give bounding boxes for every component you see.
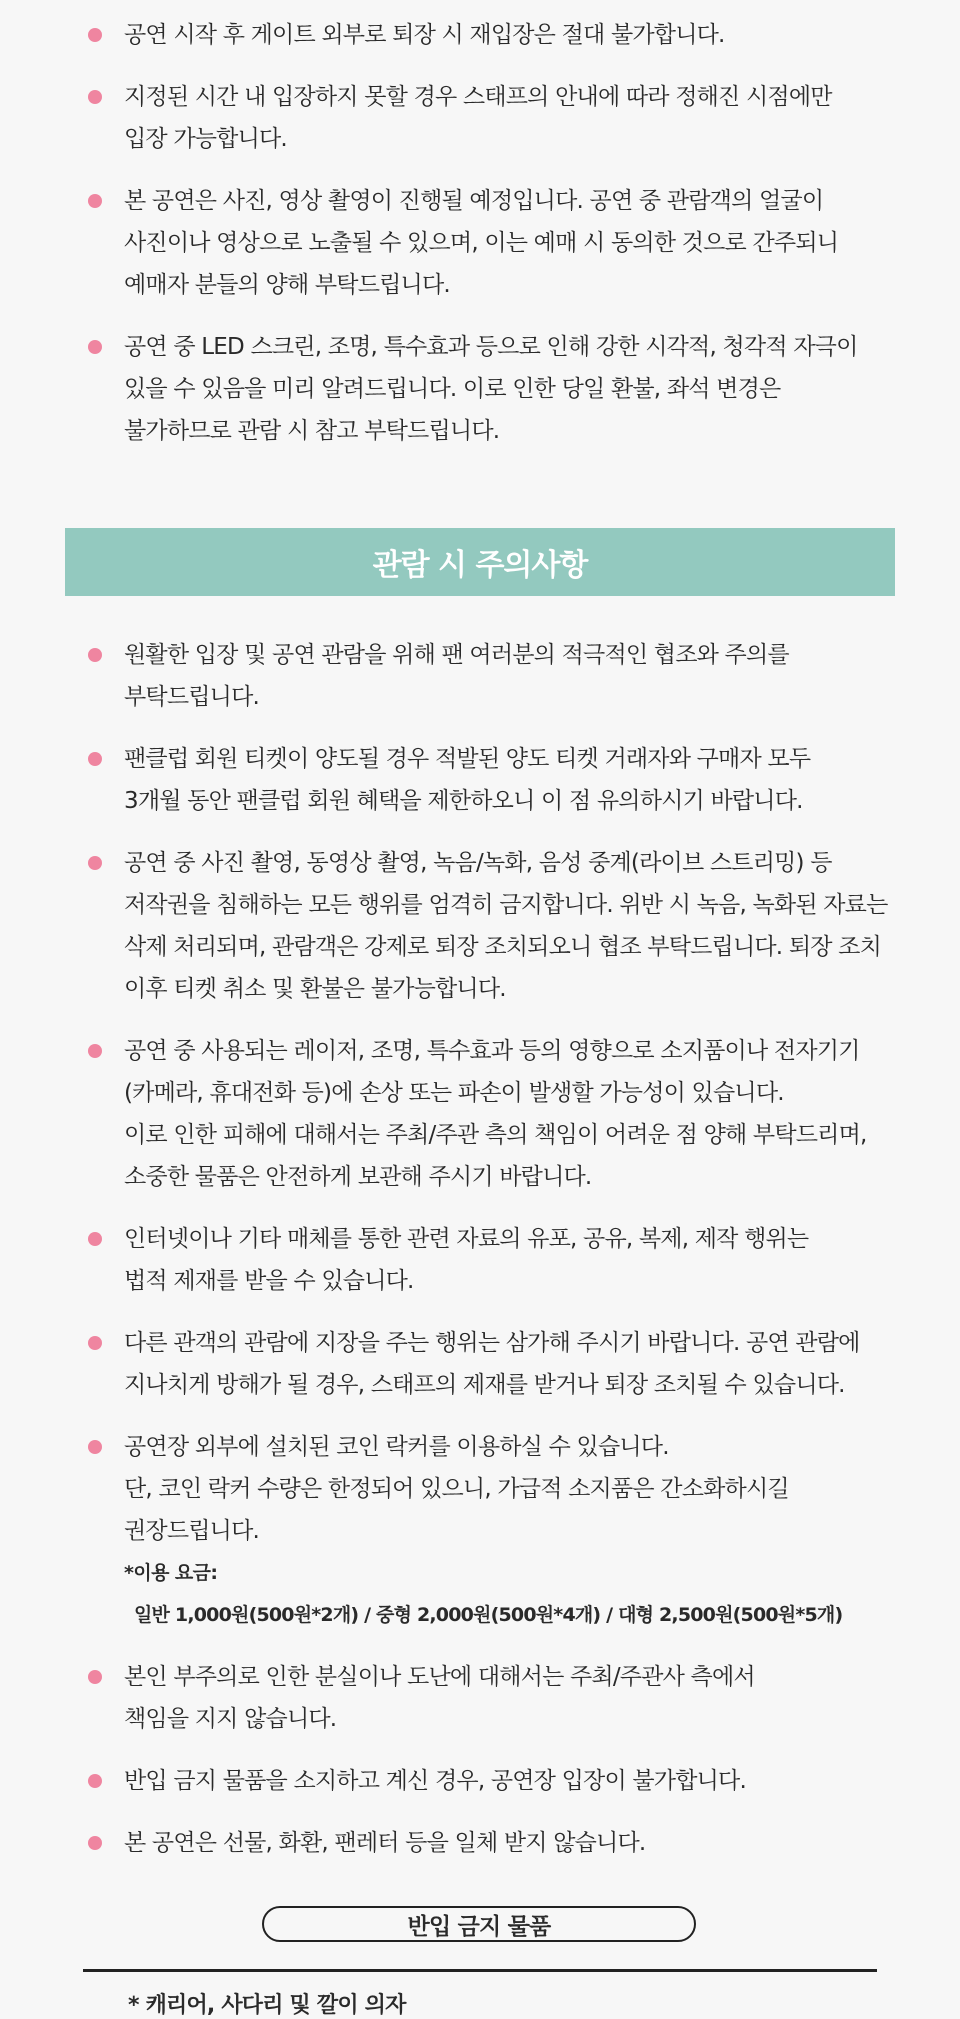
bullet-icon — [88, 1670, 102, 1684]
bullet-icon — [88, 752, 102, 766]
bullet-icon — [88, 28, 102, 42]
bullet-icon — [88, 1836, 102, 1850]
item-text-line: 공연 중 사진 촬영, 동영상 촬영, 녹음/녹화, 음성 중계(라이브 스트리밍) 등 — [124, 850, 832, 876]
bullet-icon — [88, 856, 102, 870]
bullet-icon — [88, 1232, 102, 1246]
bullet-icon — [88, 340, 102, 354]
list-item — [88, 842, 898, 1010]
item-text-line: 지나치게 방해가 될 경우, 스태프의 제재를 받거나 퇴장 조치될 수 있습니다. — [124, 1372, 845, 1398]
list-item — [88, 1218, 898, 1302]
list-item — [88, 1322, 898, 1406]
list-item — [88, 1030, 898, 1198]
item-text-line: 예매자 분들의 양해 부탁드립니다. — [124, 272, 450, 298]
item-text-line: 공연 중 LED 스크린, 조명, 특수효과 등으로 인해 강한 시각적, 청각적 자극이 — [124, 334, 858, 360]
list-item — [88, 326, 898, 452]
item-text-line: 소중한 물품은 안전하게 보관해 주시기 바랍니다. — [124, 1164, 592, 1190]
item-text-line: 공연장 외부에 설치된 코인 락커를 이용하실 수 있습니다. — [124, 1434, 669, 1460]
list-item — [88, 1656, 898, 1740]
list-item — [88, 76, 898, 160]
divider — [83, 1969, 877, 1972]
fee-detail: 일반 1,000원(500원*2개) / 중형 2,000원(500원*4개) / 대형 2,500원(500원*5개) — [134, 1604, 843, 1626]
item-text-line: 본 공연은 선물, 화환, 팬레터 등을 일체 받지 않습니다. — [124, 1830, 646, 1856]
bullet-icon — [88, 194, 102, 208]
section-title: 관람 시 주의사항 — [372, 548, 588, 583]
prohibited-title-text: 반입 금지 물품 — [407, 1913, 551, 1940]
item-text-line: 법적 제재를 받을 수 있습니다. — [124, 1268, 414, 1294]
prohibited-item-partial: * 캐리어, 사다리 및 깔이 의자 — [128, 1993, 406, 2018]
item-text-line: 공연 시작 후 게이트 외부로 퇴장 시 재입장은 절대 불가합니다. — [124, 22, 725, 48]
item-text-line: 3개월 동안 팬클럽 회원 혜택을 제한하오니 이 점 유의하시기 바랍니다. — [124, 788, 803, 814]
item-text-line: 단, 코인 락커 수량은 한정되어 있으니, 가급적 소지품은 간소화하시길 — [124, 1476, 789, 1502]
bullet-icon — [88, 1336, 102, 1350]
bullet-icon — [88, 648, 102, 662]
item-text-line: 입장 가능합니다. — [124, 126, 287, 152]
item-text-line: 사진이나 영상으로 노출될 수 있으며, 이는 예매 시 동의한 것으로 간주되니 — [124, 230, 839, 256]
bullet-icon — [88, 1044, 102, 1058]
item-text-line: 지정된 시간 내 입장하지 못할 경우 스태프의 안내에 따라 정해진 시점에만 — [124, 84, 832, 110]
list-item — [88, 1760, 898, 1802]
item-text-line: (카메라, 휴대전화 등)에 손상 또는 파손이 발생할 가능성이 있습니다. — [124, 1080, 784, 1106]
fee-label: *이용 요금: — [124, 1562, 218, 1584]
caution-notice-list — [88, 634, 898, 1884]
top-notice-list — [88, 14, 898, 472]
prohibited-items-title — [262, 1906, 696, 1942]
item-text-line: 원활한 입장 및 공연 관람을 위해 팬 여러분의 적극적인 협조와 주의를 — [124, 642, 789, 668]
bullet-icon — [88, 1440, 102, 1454]
list-item — [88, 634, 898, 718]
list-item — [88, 738, 898, 822]
bullet-icon — [88, 1774, 102, 1788]
item-text-line: 저작권을 침해하는 모든 행위를 엄격히 금지합니다. 위반 시 녹음, 녹화된 자료는 — [124, 892, 888, 918]
item-text-line: 팬클럽 회원 티켓이 양도될 경우 적발된 양도 티켓 거래자와 구매자 모두 — [124, 746, 811, 772]
item-text-line: 본 공연은 사진, 영상 촬영이 진행될 예정입니다. 공연 중 관람객의 얼굴이 — [124, 188, 824, 214]
item-text-line: 공연 중 사용되는 레이저, 조명, 특수효과 등의 영향으로 소지품이나 전자기기 — [124, 1038, 860, 1064]
item-text-line: 있을 수 있음을 미리 알려드립니다. 이로 인한 당일 환불, 좌석 변경은 — [124, 376, 781, 402]
item-text-line: 권장드립니다. — [124, 1518, 260, 1544]
list-item — [88, 1822, 898, 1864]
list-item — [88, 180, 898, 306]
item-text-line: 불가하므로 관람 시 참고 부탁드립니다. — [124, 418, 500, 444]
item-text-line: 이로 인한 피해에 대해서는 주최/주관 측의 책임이 어려운 점 양해 부탁드리며, — [124, 1122, 867, 1148]
item-text-line: 본인 부주의로 인한 분실이나 도난에 대해서는 주최/주관사 측에서 — [124, 1664, 755, 1690]
list-item — [88, 1426, 898, 1636]
item-text-line: 인터넷이나 기타 매체를 통한 관련 자료의 유포, 공유, 복제, 제작 행위는 — [124, 1226, 809, 1252]
item-text-line: 책임을 지지 않습니다. — [124, 1706, 337, 1732]
bullet-icon — [88, 90, 102, 104]
item-text-line: 반입 금지 물품을 소지하고 계신 경우, 공연장 입장이 불가합니다. — [124, 1768, 746, 1794]
item-text-line: 부탁드립니다. — [124, 684, 260, 710]
item-text-line: 이후 티켓 취소 및 환불은 불가능합니다. — [124, 976, 506, 1002]
item-text-line: 다른 관객의 관람에 지장을 주는 행위는 삼가해 주시기 바랍니다. 공연 관람에 — [124, 1330, 860, 1356]
section-title-banner — [65, 528, 895, 596]
list-item — [88, 14, 898, 56]
item-text-line: 삭제 처리되며, 관람객은 강제로 퇴장 조치되오니 협조 부탁드립니다. 퇴장 조치 — [124, 934, 881, 960]
